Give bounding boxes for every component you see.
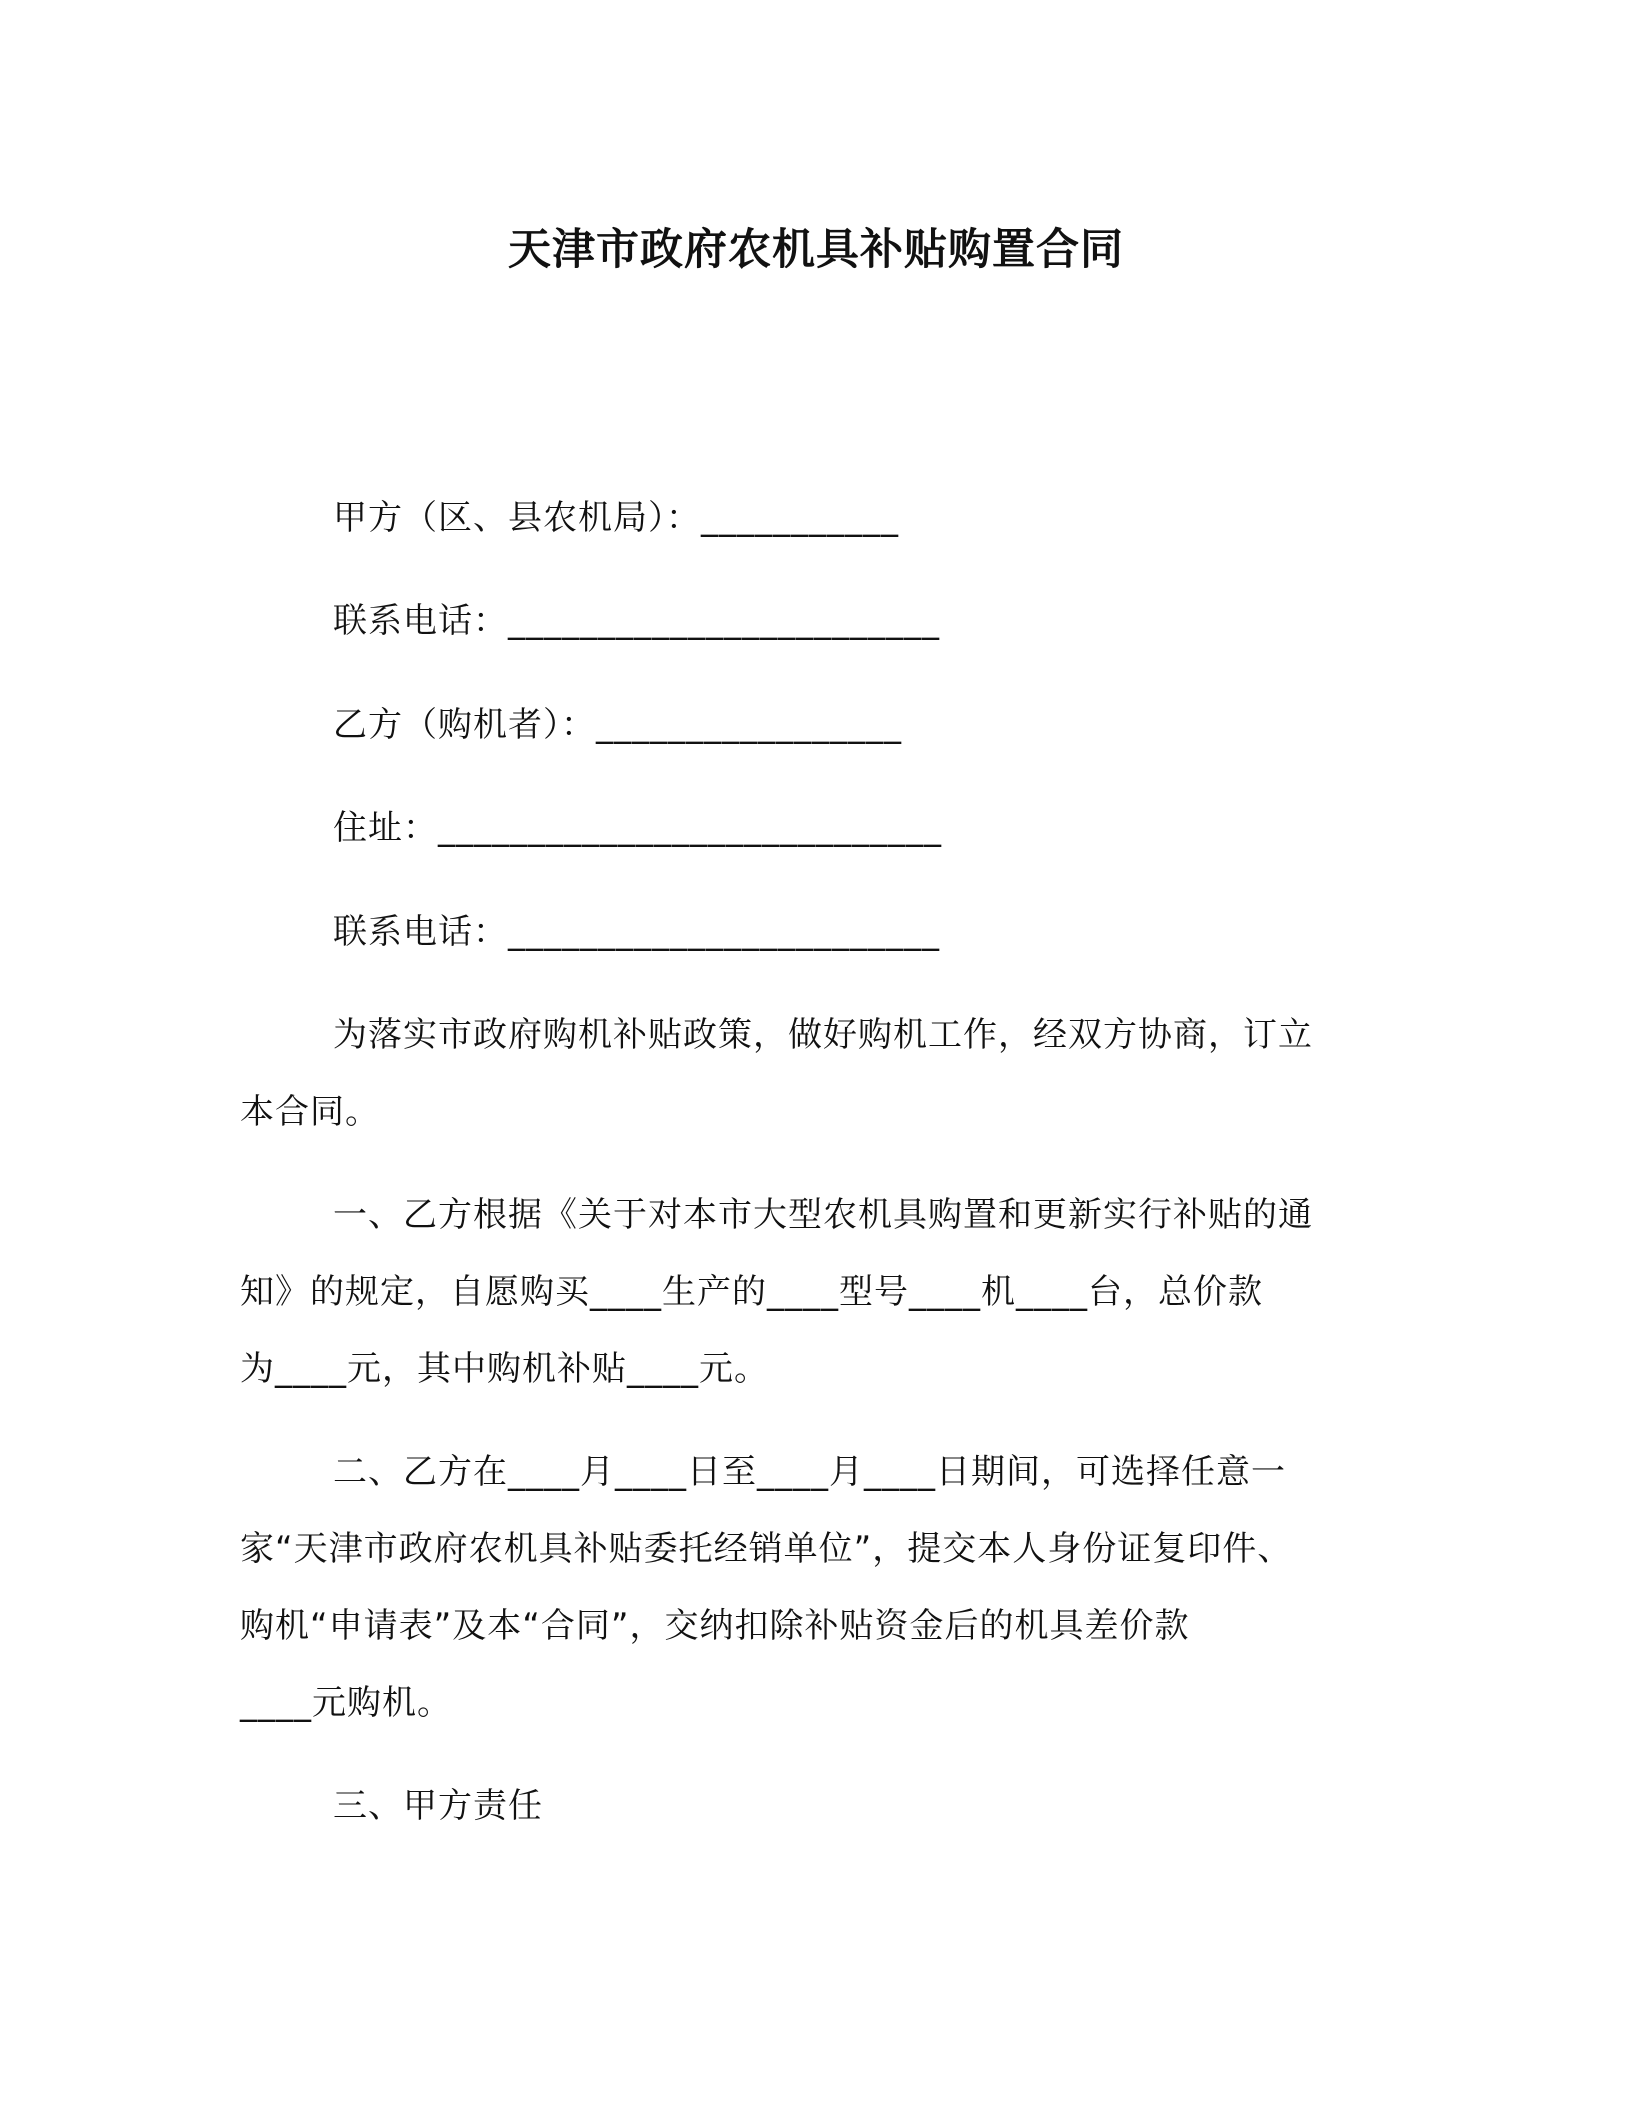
clause2-line-4: ____元购机。 [240, 1683, 452, 1723]
clause2-line-3: 购机“申请表”及本“合同”，交纳扣除补贴资金后的机具差价款 [240, 1606, 1190, 1646]
party-a-field: 甲方（区、县农机局）：___________ [333, 498, 899, 538]
clause1-line-2: 知》的规定，自愿购买____生产的____型号____机____台，总价款 [240, 1272, 1263, 1312]
party-b-field: 乙方（购机者）：_________________ [333, 705, 902, 745]
document-title: 天津市政府农机具补贴购置合同 [508, 225, 1124, 275]
clause1-line-3: 为____元，其中购机补贴____元。 [240, 1349, 769, 1389]
clause1-line-1: 一、乙方根据《关于对本市大型农机具购置和更新实行补贴的通 [333, 1195, 1313, 1235]
intro-line-2: 本合同。 [240, 1092, 380, 1132]
address-field: 住址：____________________________ [333, 808, 942, 848]
party-a-phone-field: 联系电话：________________________ [333, 601, 940, 641]
clause3-heading: 三、甲方责任 [333, 1786, 543, 1826]
clause2-line-2: 家“天津市政府农机具补贴委托经销单位”，提交本人身份证复印件、 [240, 1529, 1293, 1569]
intro-line-1: 为落实市政府购机补贴政策，做好购机工作，经双方协商，订立 [333, 1015, 1313, 1055]
clause2-line-1: 二、乙方在____月____日至____月____日期间，可选择任意一 [333, 1452, 1286, 1492]
party-b-phone-field: 联系电话：________________________ [333, 912, 940, 952]
